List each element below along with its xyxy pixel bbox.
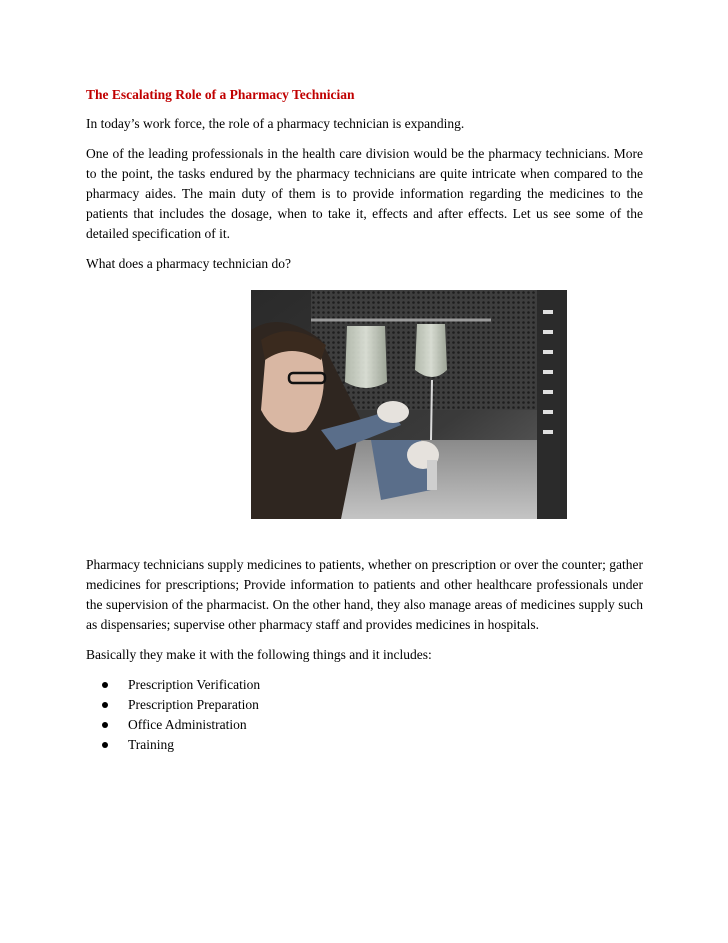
list-item-text: Prescription Preparation	[128, 697, 259, 712]
bullet-icon	[102, 702, 108, 708]
list-item-text: Training	[128, 737, 175, 752]
list-intro: Basically they make it with the following things and it includes:	[86, 647, 432, 662]
list-item	[86, 715, 643, 735]
list-item-text: Prescription Verification	[128, 677, 261, 692]
list-item	[86, 695, 643, 715]
intro-paragraph: In today’s work force, the role of a pharmacy technician is expanding.	[86, 116, 465, 131]
document-title: The Escalating Role of a Pharmacy Technician	[86, 87, 355, 102]
bullet-icon	[102, 682, 108, 688]
list-item-text: Office Administration	[128, 717, 247, 732]
bullet-icon	[102, 742, 108, 748]
document-page	[86, 86, 643, 755]
list-item	[86, 675, 643, 695]
bullet-icon	[102, 722, 108, 728]
question-heading: What does a pharmacy technician do?	[86, 256, 292, 271]
list-item	[86, 735, 643, 755]
bullet-list	[86, 675, 643, 755]
pharmacy-technician-photo	[251, 290, 567, 519]
body-paragraph-1: One of the leading professionals in the health care division would be the pharmacy technicians. More to the point, the tasks endured by the pharmacy technicians are quite intricate when compared to the pharmacy aides. The main duty of them is to provide information regarding the medicines to the patients that includes the dosage, when to take it, effects and after effects. Let us see some of the detailed specification of it.	[86, 146, 643, 241]
body-paragraph-2: Pharmacy technicians supply medicines to patients, whether on prescription or over the counter; gather medicines for prescriptions; Provide information to patients and other healthcare professionals under the supervision of the pharmacist. On the other hand, they also manage areas of medicines supply such as dispensaries; supervise other pharmacy staff and provides medicines in hospitals.	[86, 557, 643, 632]
